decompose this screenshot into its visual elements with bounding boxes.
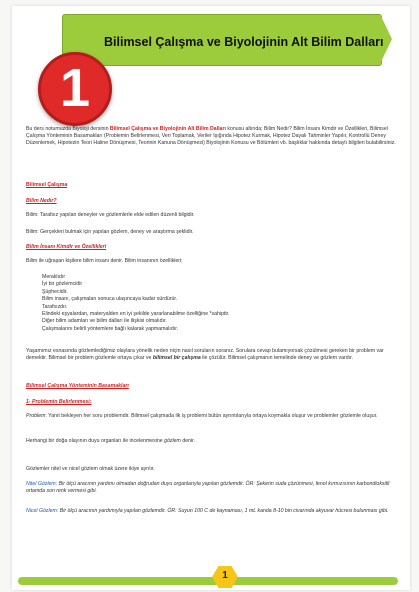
- problem-label: Problem: [26, 413, 46, 419]
- bilim-definition-2: Bilim: Gerçekleri bulmak için yapılan gözlem, deney ve araştırma şeklidir.: [26, 229, 194, 235]
- problem-paragraph: [26, 413, 398, 420]
- list-item: Elindeki eşyalardan, materyalden en iyi şekilde yararlanabilme özelliğine *sahiptir.: [42, 311, 230, 318]
- list-item: Bilim insanı, çalışmaları sonuca ulaşıncaya kadar sürdürür.: [42, 296, 178, 303]
- yasam-paragraph: [26, 348, 398, 362]
- list-item: Meraklıdır: [42, 274, 66, 280]
- intro-text-1: Bu ders notumuzda Biyoloji dersinin: [26, 126, 110, 132]
- list-item: Diğer bilim adamları ve bilim dalları ile ilişkisi olmalıdır.: [42, 318, 167, 325]
- yasam-text-1: Yaşamımız esnasında gözlemlediğimiz olaylara yönelik neden niçin nasıl soruların soranız. Sorulara cevap bulamıyorsak çözülmesi gereken bir problem var demektir. Bilimsel bir problem gözlemle ortaya çıkar ve: [26, 348, 384, 362]
- intro-text-2: konusu altında; Bilim Nedir? Bilim İnsanı Kimdir ve Özellikleri, Bilimsel Çalışma Yönteminin Basamakları (Problemin Belirlenmesi, Veri Toplamak, Veriler Işığında Hipotez Kurmak, Hipotez Dayalı Tahminler Yapılır, Kontrollü Deney Düzenlemek, Hipotezin Teori Haline Dönüşmesi, Teorinin Kanuna Dönüşmesi) Biyolojinin Konusu ve Bölümleri vb. başlıklar hakkında detaylı bilgileri bulabilirsiniz.: [26, 126, 396, 147]
- gozlem-italic: gözlem: [164, 438, 181, 444]
- bilim-insani-intro: Bilim ile uğraşan kişilere bilim insanı denir. Bilim insanının özellikleri;: [26, 258, 183, 264]
- heading-yontem: Bilimsel Çalışma Yönteminin Basamakları: [26, 383, 129, 389]
- list-item: Şüphecidir.: [42, 288, 68, 295]
- footer-bar: [18, 577, 398, 585]
- gozlem-types: Gözlemler nitel ve nicel gözlem olmak üzere ikiye ayrılır.: [26, 466, 155, 472]
- list-item: Çalışmalarını belirli yöntemlere bağlı kalarak yapmamalıdır.: [42, 325, 179, 332]
- problem-text: : Yanıt bekleyen her soru problemdir. Bilimsel çalışmada ilk iş problemi bütün ayrıntılarıyla ortaya koymakla oluşur ve problemler gözlemle oluşur.: [45, 413, 378, 419]
- nitel-text: : Bir ölçü aracının yardımı olmadan doğrudan duyu organlarıyla yapılan gözlemdir. ÖR: Şekerin suda çözünmesi, fenol kırmızısının karbondioksitli ortamda son renk vermesi gibi.: [26, 481, 390, 495]
- intro-highlight: Bilimsel Çalışma ve Biyolojinin Alt Bilim Dalları: [109, 126, 226, 132]
- bilim-definition-1: Bilim: Tarafsız yapılan deneyler ve gözlemlerle elde edilen düzenli bilgidir.: [26, 212, 195, 218]
- page-number: 1: [222, 570, 228, 581]
- heading-step-1: 1- Problemin Belirlenmesi:: [26, 399, 92, 405]
- nitel-paragraph: [26, 481, 398, 495]
- nitel-label: Nitel Gözlem: [26, 481, 56, 487]
- yasam-bold: bilimsel bir çalışma: [152, 355, 201, 362]
- page-title: Bilimsel Çalışma ve Biyolojinin Alt Bilim Dalları: [104, 35, 384, 49]
- heading-bilimsel-calisma: Bilimsel Çalışma: [26, 182, 68, 188]
- heading-bilim-insani: Bilim İnsanı Kimdir ve Özellikleri: [26, 244, 107, 250]
- list-item: İyi bir gözlemcidir: [42, 281, 83, 288]
- gozlem-text-2: denir.: [180, 438, 196, 444]
- list-item: Tarafsızdır.: [42, 303, 68, 310]
- intro-paragraph: [26, 126, 398, 148]
- nicel-text: : Bir ölçü aracının yardımıyla yapılan gözlemdir. ÖR: Suyun 100 C de kaynaması, 1 mL kanda 8-10 bin civarında akyuvar hücresi bulunması gibi.: [56, 508, 389, 514]
- yasam-text-2: ile çözülür. Bilimsel çalışmanın temelinde deney ve gözlem vardır.: [200, 355, 353, 362]
- gozlem-text-1: Herhangi bir doğa olayının duyu organları ile incelenmesine: [26, 438, 165, 444]
- heading-bilim-nedir: Bilim Nedir?: [26, 198, 57, 204]
- nicel-paragraph: [26, 508, 398, 515]
- nicel-label: Nicel Gözlem: [26, 508, 57, 514]
- traits-list: [42, 274, 229, 333]
- chapter-number: 1: [59, 58, 91, 118]
- chapter-number-badge: [38, 52, 112, 126]
- gozlem-paragraph: [26, 438, 398, 445]
